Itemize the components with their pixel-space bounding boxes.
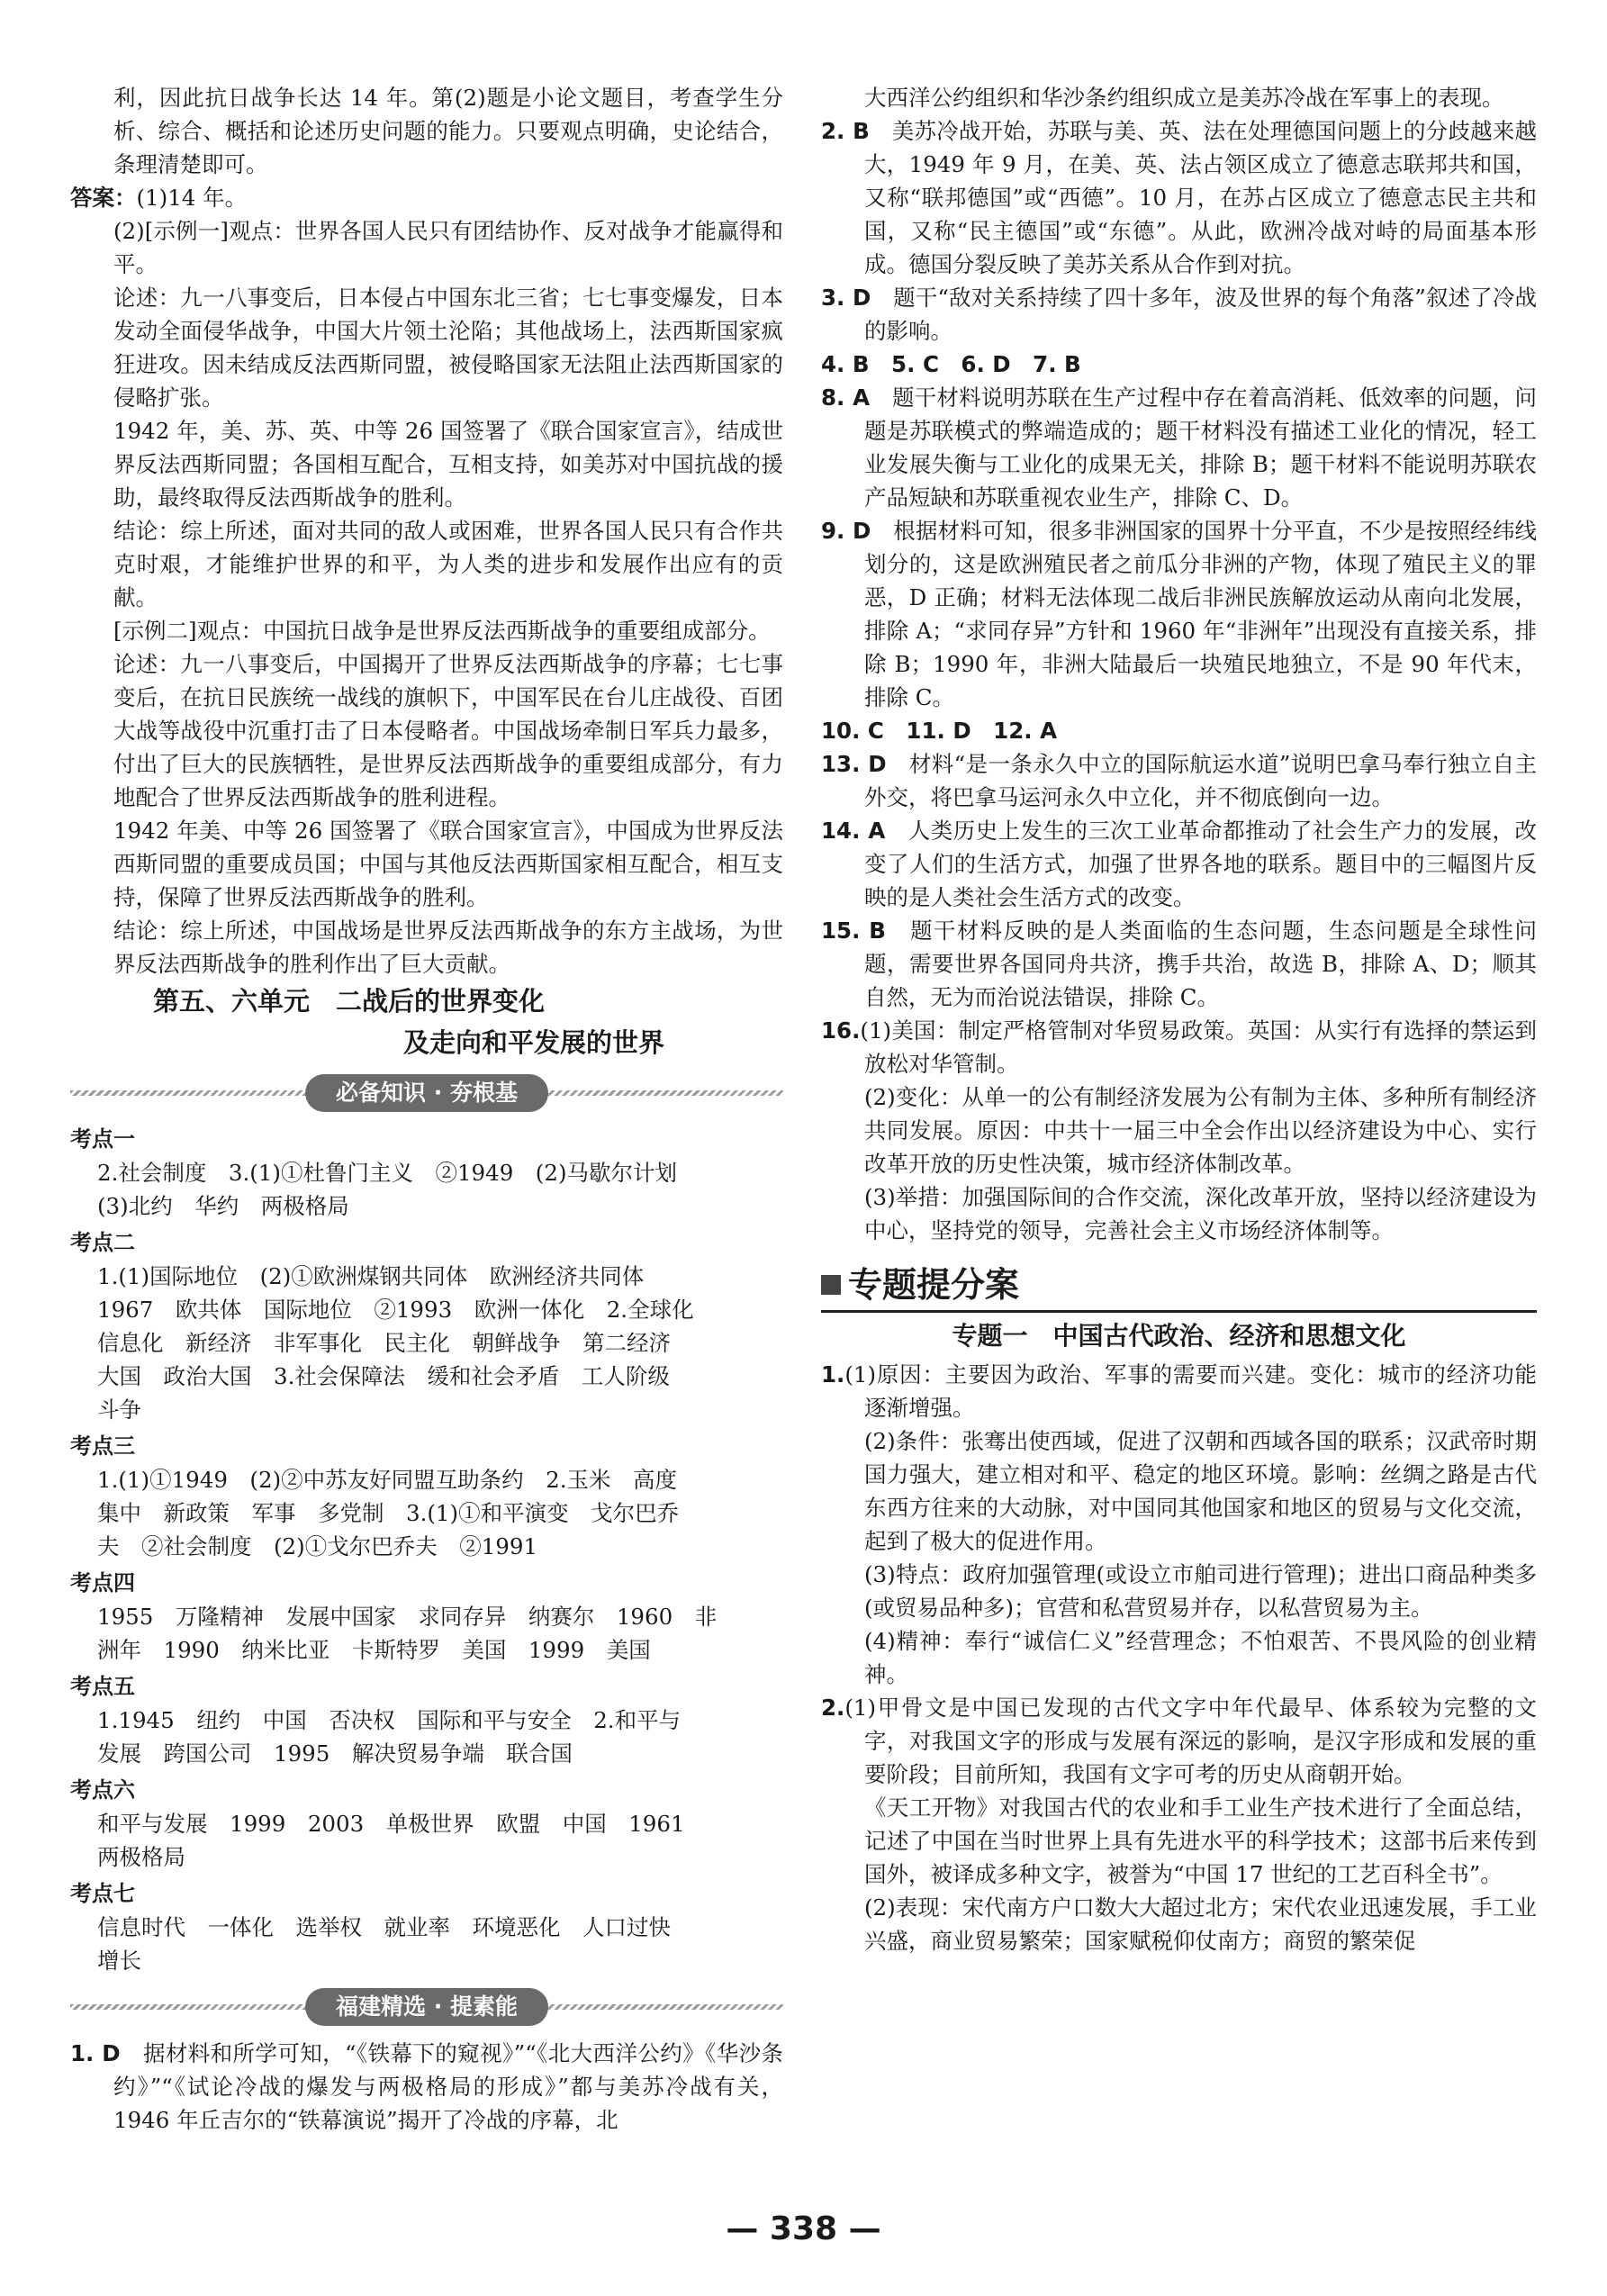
question-item xyxy=(70,2037,783,2137)
kaodian-line: 集中 新政策 军事 多党制 3.(1)①和平演变 戈尔巴乔 xyxy=(97,1500,680,1526)
kaodian-line: 夫 ②社会制度 (2)①戈尔巴乔夫 ②1991 xyxy=(97,1533,538,1559)
answer-line: 《天工开物》对我国古代的农业和手工业生产技术进行了全面总结，记述了中国在当时世界上具有先进水平的科学技术；这部书后来传到国外，被译成多种文字，被誉为“中国 17 世纪的工艺百科全书”。 xyxy=(864,1794,1537,1887)
question-item xyxy=(821,281,1537,348)
answer-line: (4)精神：奉行“诚信仁义”经营理念；不怕艰苦、不畏风险的创业精神。 xyxy=(864,1628,1537,1687)
section-header xyxy=(821,1260,1537,1313)
answer-line: 结论：综上所述，面对共同的敌人或困难，世界各国人民只有合作共克时艰，才能维护世界的和平，为人类的进步和发展作出应有的贡献。 xyxy=(113,518,783,610)
kaodian-line: 信息化 新经济 非军事化 民主化 朝鲜战争 第二经济 xyxy=(97,1330,671,1356)
question-text: (1)甲骨文是中国已发现的古代文字中年代最早、体系较为完整的文字，对我国文字的形成与发展有深远的影响，是汉字形成和发展的重要阶段；目前所知，我国有文字可考的历史从商朝开始。 xyxy=(844,1695,1537,1787)
kaodian-line: 大国 政治大国 3.社会保障法 缓和社会矛盾 工人阶级 xyxy=(97,1363,670,1389)
question-number: 4. B 5. C 6. D 7. B xyxy=(821,351,1081,377)
question-text: (1)原因：主要因为政治、军事的需要而兴建。变化：城市的经济功能逐渐增强。 xyxy=(844,1361,1537,1421)
question-number: 13. D xyxy=(821,751,887,777)
topic-title: 专题一 中国古代政治、经济和思想文化 xyxy=(952,1321,1406,1351)
question-number: 2. B xyxy=(821,118,870,144)
answer-line: (2)表现：宋代南方户口数大大超过北方；宋代农业迅速发展，手工业兴盛，商业贸易繁荣；国家赋税仰仗南方；商贸的繁荣促 xyxy=(864,1894,1537,1954)
kaodian-line: 两极格局 xyxy=(97,1844,185,1870)
question-text: 题干“敌对关系持续了四十多年，波及世界的每个角落”叙述了冷战的影响。 xyxy=(864,285,1537,344)
kaodian-line: (3)北约 华约 两极格局 xyxy=(97,1193,349,1219)
kaodian-line: 和平与发展 1999 2003 单极世界 欧盟 中国 1961 xyxy=(97,1811,685,1837)
question-item xyxy=(821,1014,1537,1080)
question-number: 3. D xyxy=(821,285,871,311)
answer-line: (2)[示例一]观点：世界各国人民只有团结协作、反对战争才能赢得和平。 xyxy=(113,218,783,277)
banner-label: 福建精选 · 提素能 xyxy=(305,1988,548,2026)
question-item xyxy=(821,814,1537,914)
question-item xyxy=(821,747,1537,814)
question-number: 2. xyxy=(821,1695,845,1721)
question-number: 16. xyxy=(821,1017,861,1044)
right-column xyxy=(821,81,1537,1957)
kaodian-line: 洲年 1990 纳米比亚 卡斯特罗 美国 1999 美国 xyxy=(97,1637,651,1663)
question-item xyxy=(821,1691,1537,1791)
question-text: 人类历史上发生的三次工业革命都推动了社会生产力的发展，改变了人们的生活方式，加强了世界各地的联系。题目中的三幅图片反映的是人类社会生活方式的改变。 xyxy=(864,818,1537,910)
question-item xyxy=(821,348,1537,381)
kaodian-title: 考点三 xyxy=(70,1433,135,1459)
question-number: 8. A xyxy=(821,384,871,411)
answer-line: (2)条件：张骞出使西域，促进了汉朝和西域各国的联系；汉武帝时期国力强大，建立相对和平、稳定的地区环境。影响：丝绸之路是古代东西方往来的大动脉，对中国同其他国家和地区的贸易与文化交流，起到了极大的促进作用。 xyxy=(864,1428,1537,1554)
kaodian-line: 1.(1)①1949 (2)②中苏友好同盟互助条约 2.玉米 高度 xyxy=(97,1467,678,1493)
question-number: 1. xyxy=(821,1361,845,1388)
question-item xyxy=(821,114,1537,281)
unit-title xyxy=(70,981,783,1063)
kaodian-line: 信息时代 一体化 选举权 就业率 环境恶化 人口过快 xyxy=(97,1914,671,1940)
answer-line: 论述：九一八事变后，中国揭开了世界反法西斯战争的序幕；七七事变后，在抗日民族统一战线的旗帜下，中国军民在台儿庄战役、百团大战等战役中沉重打击了日本侵略者。中国战场牵制日军兵力最多，付出了巨大的民族牺牲，是世界反法西斯战争的重要组成部分，有力地配合了世界反法西斯战争的胜利进程。 xyxy=(113,651,783,810)
answer-heading xyxy=(70,181,783,214)
answer-line: [示例二]观点：中国抗日战争是世界反法西斯战争的重要组成部分。 xyxy=(113,618,771,644)
question-text: 题干材料反映的是人类面临的生态问题，生态问题是全球性问题，需要世界各国同舟共济，携手共治，故选 B，排除 A、D；顺其自然，无为而治说法错误，排除 C。 xyxy=(864,917,1538,1010)
question-text: 材料“是一条永久中立的国际航运水道”说明巴拿马奉行独立自主外交，将巴拿马运河永久中立化，并不彻底倒向一边。 xyxy=(864,751,1537,810)
question-number: 10. C 11. D 12. A xyxy=(821,718,1058,744)
kaodian-line: 1955 万隆精神 发展中国家 求同存异 纳赛尔 1960 非 xyxy=(97,1604,718,1630)
question-number: 15. B xyxy=(821,917,886,944)
kaodian-line: 发展 跨国公司 1995 解决贸易争端 联合国 xyxy=(97,1740,573,1767)
section-banner-basic xyxy=(70,1072,783,1114)
answer-line: (3)举措：加强国际间的合作交流，深化改革开放，坚持以经济建设为中心，坚持党的领导，完善社会主义市场经济体制等。 xyxy=(864,1184,1537,1243)
kaodian-list xyxy=(70,1123,783,1977)
answer-line: 1942 年美、中等 26 国签署了《联合国家宣言》，中国成为世界反法西斯同盟的重要成员国；中国与其他反法西斯国家相互配合，相互支持，保障了世界反法西斯战争的胜利。 xyxy=(113,818,783,910)
kaodian-line: 2.社会制度 3.(1)①杜鲁门主义 ②1949 (2)马歇尔计划 xyxy=(97,1160,678,1186)
question-text: 据材料和所学可知，“《铁幕下的窥视》”“《北大西洋公约》《华沙条约》”“《试论冷战的爆发与两极格局的形成》”都与美苏冷战有关，1946 年丘吉尔的“铁幕演说”揭开了冷战的序幕，北 xyxy=(113,2040,783,2133)
unit-title-line-2: 及走向和平发展的世界 xyxy=(403,1027,665,1058)
kaodian-title: 考点四 xyxy=(70,1570,135,1595)
question-text: 题干材料说明苏联在生产过程中存在着高消耗、低效率的问题，问题是苏联模式的弊端造成的；题干材料没有描述工业化的情况，轻工业发展失衡与工业化的成果无关，排除 B；题干材料不能说明苏联农产品短缺和苏联重视农业生产，排除 C、D。 xyxy=(864,384,1537,511)
square-bullet-icon xyxy=(821,1275,841,1295)
left-column xyxy=(70,81,783,2137)
answer-line: (1)14 年。 xyxy=(136,185,248,211)
kaodian-line: 斗争 xyxy=(97,1397,141,1423)
answer-line: (3)特点：政府加强管理(或设立市舶司进行管理)；进出口商品种类多(或贸易品种多)；官营和私营贸易并存，以私营贸易为主。 xyxy=(864,1561,1537,1621)
kaodian-title: 考点五 xyxy=(70,1674,135,1699)
question-item xyxy=(821,1358,1537,1424)
answer-line: (2)变化：从单一的公有制经济发展为公有制为主体、多种所有制经济共同发展。原因：中共十一届三中全会作出以经济建设为中心、实行改革开放的历史性决策，城市经济体制改革。 xyxy=(864,1084,1537,1177)
question-number: 1. D xyxy=(70,2040,121,2066)
kaodian-line: 增长 xyxy=(97,1948,141,1974)
page-number: — 338 — xyxy=(726,2210,881,2247)
question-number: 14. A xyxy=(821,818,886,844)
section-banner-fujian xyxy=(70,1986,783,2028)
question-item xyxy=(821,914,1537,1014)
unit-title-line-1: 第五、六单元 二战后的世界变化 xyxy=(153,986,546,1017)
answer-line: 1942 年，美、苏、英、中等 26 国签署了《联合国家宣言》，结成世界反法西斯同盟；各国相互配合，互相支持，如美苏对中国抗战的援助，最终取得反法西斯战争的胜利。 xyxy=(113,418,783,511)
answer-line: 结论：综上所述，中国战场是世界反法西斯战争的东方主战场，为世界反法西斯战争的胜利作出了巨大贡献。 xyxy=(113,917,783,977)
answer-line: 论述：九一八事变后，日本侵占中国东北三省；七七事变爆发，日本发动全面侵华战争，中国大片领土沦陷；其他战场上，法西斯国家疯狂进攻。因未结成反法西斯同盟，被侵略国家无法阻止法西斯国家的侵略扩张。 xyxy=(113,285,783,411)
kaodian-title: 考点六 xyxy=(70,1777,135,1803)
answer-label: 答案： xyxy=(70,185,137,211)
question-text: (1)美国：制定严格管制对华贸易政策。英国：从实行有选择的禁运到放松对华管制。 xyxy=(860,1017,1537,1077)
section-title: 专题提分案 xyxy=(848,1265,1020,1305)
kaodian-line: 1.1945 纽约 中国 否决权 国际和平与安全 2.和平与 xyxy=(97,1707,682,1733)
question-text: 根据材料可知，很多非洲国家的国界十分平直，不少是按照经纬线划分的，这是欧洲殖民者之前瓜分非洲的产物，体现了殖民主义的罪恶，D 正确；材料无法体现二战后非洲民族解放运动从南向北发展，排除 A；“求同存异”方针和 1960 年“非洲年”出现没有直接关系，排除 B；1990 年，非洲大陆最后一块殖民地独立，不是 90 年代末，排除 C。 xyxy=(864,518,1537,710)
question-number: 9. D xyxy=(821,518,871,544)
question-text: 美苏冷战开始，苏联与美、英、法在处理德国问题上的分歧越来越大，1949 年 9 月，在美、英、法占领区成立了德意志联邦共和国，又称“联邦德国”或“西德”。10 月，在苏占区成立了德意志民主共和国，又称“民主德国”或“东德”。从此，欧洲冷战对峙的局面基本形成。德国分裂反映了美苏关系从合作到对抗。 xyxy=(864,118,1537,277)
question-item xyxy=(821,381,1537,514)
banner-label: 必备知识 · 夯根基 xyxy=(305,1074,548,1112)
kaodian-title: 考点二 xyxy=(70,1230,135,1255)
continued-paragraph: 大西洋公约组织和华沙条约组织成立是美苏冷战在军事上的表现。 xyxy=(864,85,1504,111)
question-item xyxy=(821,514,1537,714)
continued-paragraph: 利，因此抗日战争长达 14 年。第(2)题是小论文题目，考查学生分析、综合、概括和论述历史问题的能力。只要观点明确，史论结合，条理清楚即可。 xyxy=(113,85,783,177)
kaodian-title: 考点一 xyxy=(70,1126,135,1152)
kaodian-title: 考点七 xyxy=(70,1881,135,1906)
kaodian-line: 1967 欧共体 国际地位 ②1993 欧洲一体化 2.全球化 xyxy=(97,1297,694,1323)
question-item xyxy=(821,714,1537,747)
kaodian-line: 1.(1)国际地位 (2)①欧洲煤钢共同体 欧洲经济共同体 xyxy=(97,1263,645,1289)
